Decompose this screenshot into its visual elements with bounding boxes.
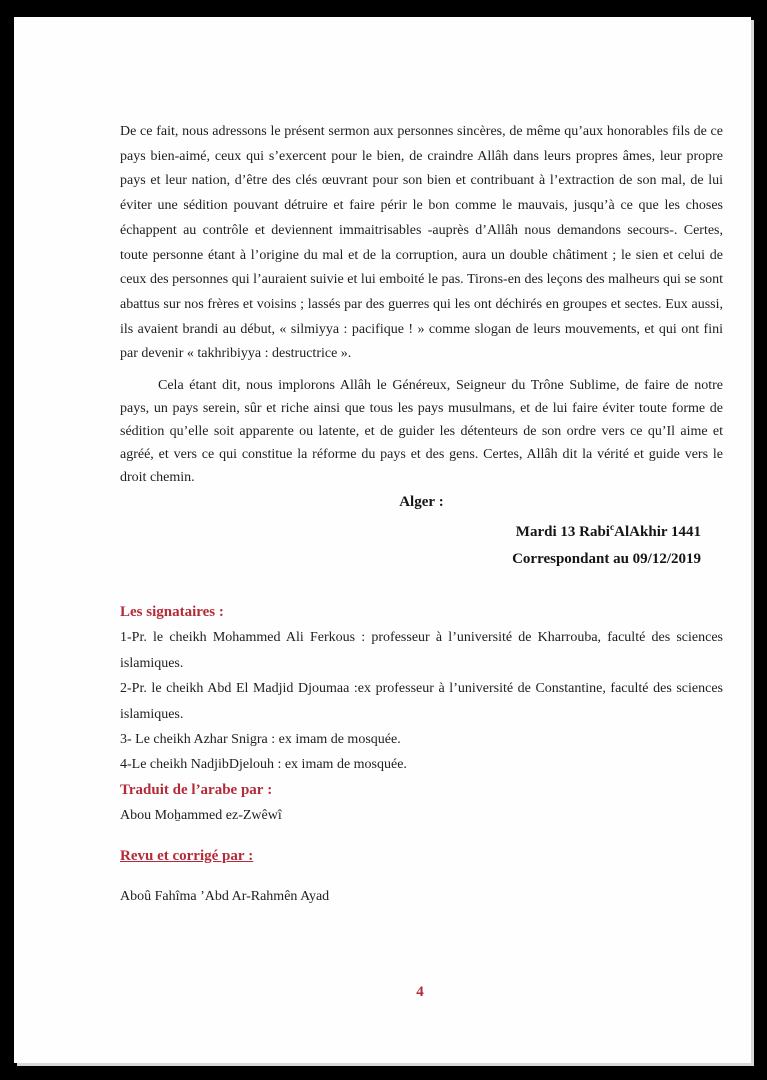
date-block <box>120 519 723 573</box>
gregorian-date-line: Correspondant au 09/12/2019 <box>512 551 701 568</box>
document-page <box>14 17 751 1063</box>
sermon-paragraph-1: De ce fait, nous adressons le présent sermon aux personnes sincères, de même qu’aux honorables fils de ce pays bien-aimé, ceux qui s’exercent pour le bien, de craindre Allâh dans leurs propres âmes, leur propre pays et leur nation, d’être des clés œuvrant pour son bien et contribuant à l’extraction de son mal, de lui éviter une sédition pouvant détruire et faire périr le bon comme le mauvais, jusqu’à ce que les choses échappent au contrôle et deviennent immaitrisables -auprès d’Allâh nous demandons secours-. Certes, toute personne étant à l’origine du mal et de la corruption, aura un double châtiment ; le sien et celui de ceux des personnes qui l’auraient suivie et lui emboité le pas. Tirons-en des leçons des malheurs qui se sont abattus sur nos frères et voisins ; lassés par des guerres qui les ont déchirés en groupes et sectes. Eux aussi, ils avaient brandi au début, « silmiyya : pacifique ! » comme slogan de leurs mouvements, et qui ont fini par devenir « takhribiyya : destructrice ». <box>120 124 723 362</box>
hijri-date-suffix: AlAkhir 1441 <box>614 524 701 541</box>
page-number: 4 <box>416 984 424 1000</box>
hijri-date-prefix: Mardi 13 Rabi <box>515 524 610 541</box>
page-content <box>14 17 751 910</box>
signatory-item-2: 2-Pr. le cheikh Abd El Madjid Djoumaa :ex professeur à l’université de Constantine, faculté des sciences islamiques. <box>120 681 723 722</box>
hijri-date-line <box>120 519 701 546</box>
signatory-item-1: 1-Pr. le cheikh Mohammed Ali Ferkous : professeur à l’université de Kharrouba, faculté des sciences islamiques. <box>120 630 723 671</box>
sermon-paragraph-2: Cela étant dit, nous implorons Allâh le Généreux, Seigneur du Trône Sublime, de faire de notre pays, un pays serein, sûr et riche ainsi que tous les pays musulmans, et de lui faire éviter toute forme de sédition qu’elle soit apparente ou latente, et de guider les détenteurs de son ordre vers ce qu’Il aime et agréé, et vers ce qui constitue la réforme du pays et des gens. Certes, Allâh dit la vérité et guide vers le droit chemin. <box>120 378 723 486</box>
reviser-name: Aboû Fahîma ’Abd Ar-Rahmên Ayad <box>120 889 330 905</box>
translator-name: Abou Moẖammed ez-Zwêwî <box>120 808 282 824</box>
signatories-heading: Les signataires : <box>120 604 224 621</box>
place-line: Alger : <box>399 494 444 511</box>
signatory-item-3: 3- Le cheikh Azhar Snigra : ex imam de mosquée. <box>120 732 401 748</box>
translation-heading: Traduit de l’arabe par : <box>120 781 273 798</box>
hijri-date-superscript: c <box>609 523 615 534</box>
revision-heading: Revu et corrigé par : <box>120 847 254 864</box>
signatory-item-4: 4-Le cheikh NadjibDjelouh : ex imam de mosquée. <box>120 757 407 773</box>
